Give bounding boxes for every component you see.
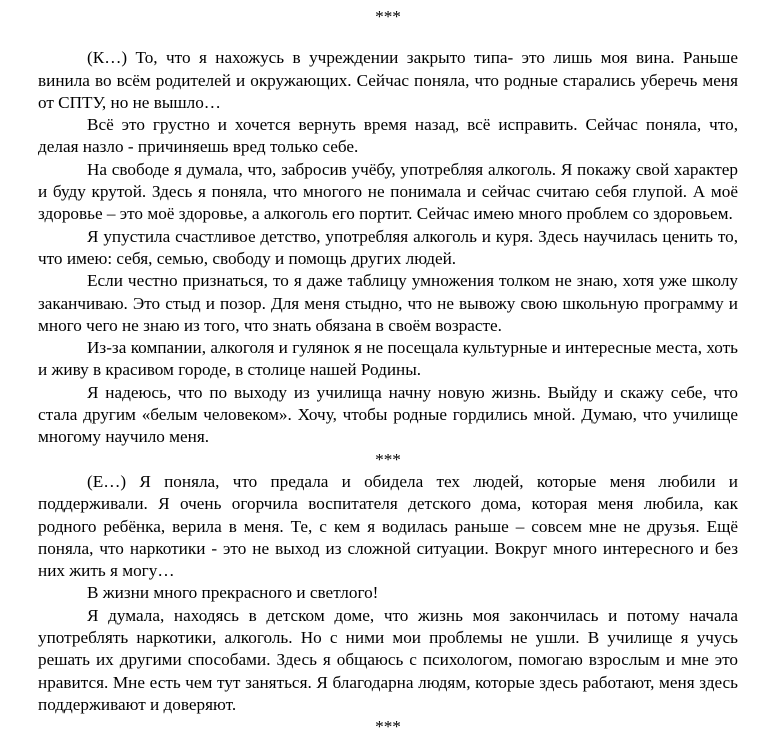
paragraph: Если честно признаться, то я даже таблицу умножения толком не знаю, хотя уже школу заканчиваю. Это стыд и позор. Для меня стыдно, что не вывожу свою школьную программу и много чего не знаю из того, что знать обязана в своём возрасте. <box>38 271 738 335</box>
section-e <box>38 471 738 716</box>
section-separator-top: *** <box>375 7 401 26</box>
document-page <box>38 6 738 739</box>
paragraph: В жизни много прекрасного и светлого! <box>87 583 379 603</box>
paragraph: (К…) То, что я нахожусь в учреждении закрыто типа- это лишь моя вина. Раньше винила во всём родителей и окружающих. Сейчас поняла, что родные старались уберечь меня от СПТУ, но не вышло… <box>38 48 738 112</box>
paragraph: (Е…) Я поняла, что предала и обидела тех людей, которые меня любили и поддерживали. Я очень огорчила воспитателя детского дома, которая меня любила, как родного ребёнка, верила в меня. Те, с кем я водилась раньше – совсем мне не друзья. Ещё поняла, что наркотики - это не выход из сложной ситуации. Вокруг много интересного и без них жить я могу… <box>38 471 738 581</box>
paragraph: Я надеюсь, что по выходу из училища начну новую жизнь. Выйду и скажу себе, что стала другим «белым человеком». Хочу, чтобы родные гордились мной. Думаю, что училище многому научило меня. <box>38 382 738 447</box>
paragraph: Я упустила счастливое детство, употребляя алкоголь и куря. Здесь научилась ценить то, что имею: себя, семью, свободу и помощь других людей. <box>38 226 738 268</box>
paragraph: На свободе я думала, что, забросив учёбу, употребляя алкоголь. Я покажу свой характер и буду крутой. Здесь я поняла, что многого не понимала и сейчас считаю себя глупой. А моё здоровье – это моё здоровье, а алкоголь его портит. Сейчас имею много проблем со здоровьем. <box>38 159 738 224</box>
section-k <box>38 47 738 448</box>
section-separator-middle: *** <box>375 449 401 469</box>
paragraph: Я думала, находясь в детском доме, что жизнь моя закончилась и потому начала употреблять наркотики, алкоголь. Но с ними мои проблемы не ушли. В училище я учусь решать их другими способами. Здесь я общаюсь с психологом, помогаю взрослым и мне это нравится. Мне есть чем тут заняться. Я благодарна людям, которые здесь работают, меня здесь поддерживают и доверяют. <box>38 605 738 714</box>
paragraph: Всё это грустно и хочется вернуть время назад, всё исправить. Сейчас поняла, что, делая назло - причиняешь вред только себе. <box>38 115 738 157</box>
section-separator-bottom: *** <box>375 717 401 737</box>
paragraph: Из-за компании, алкоголя и гулянок я не посещала культурные и интересные места, хоть и живу в красивом городе, в столице нашей Родины. <box>38 338 738 380</box>
